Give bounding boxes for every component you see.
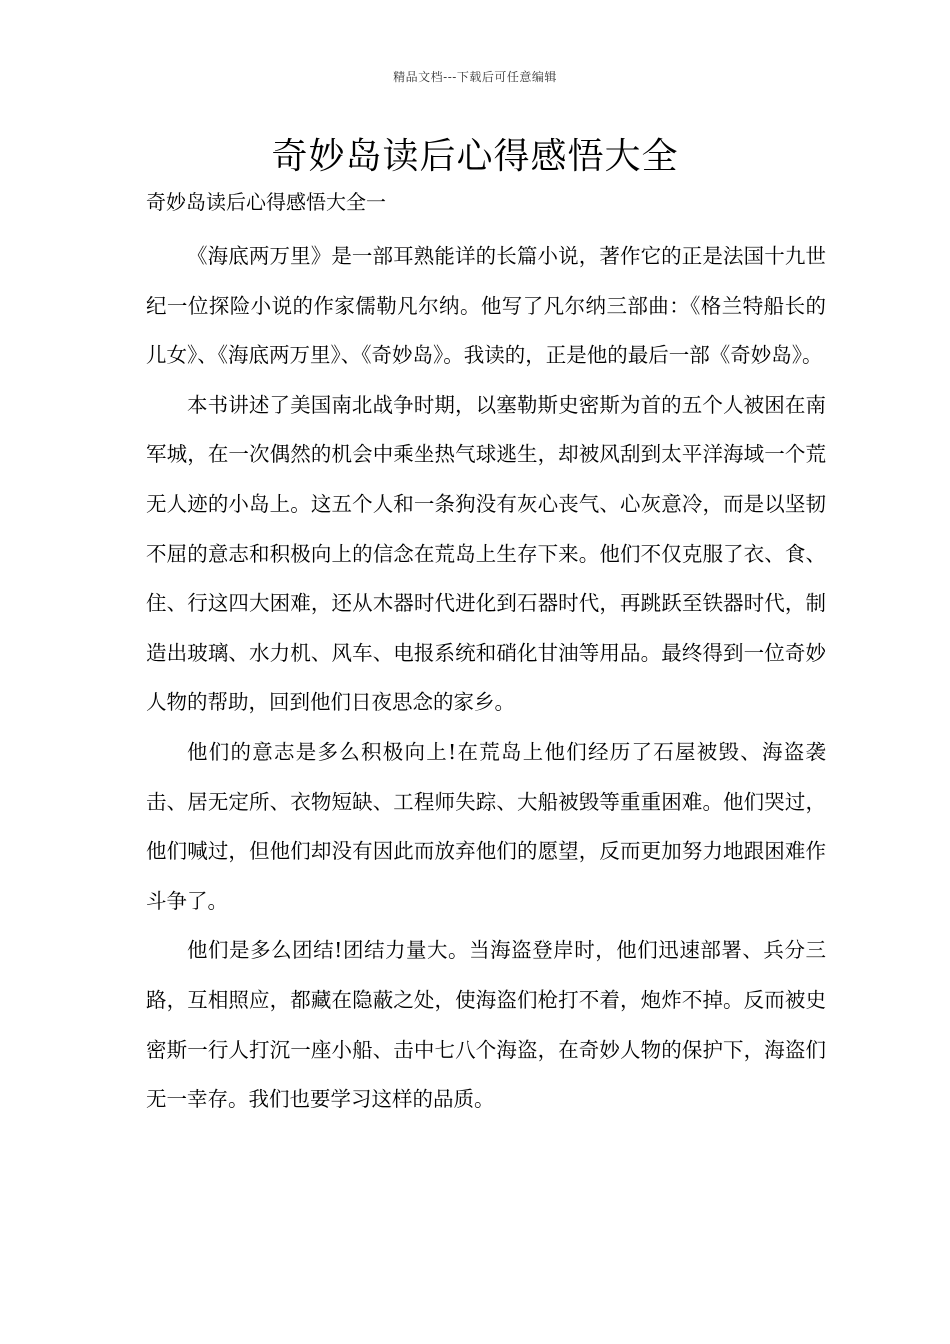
paragraph: 他们的意志是多么积极向上!在荒岛上他们经历了石屋被毁、海盗袭击、居无定所、衣物短缺、工程师失踪、大船被毁等重重困难。他们哭过，他们喊过，但他们却没有因此而放弃他们的愿望，反而更加努力地跟困难作斗争了。 — [146, 739, 826, 913]
header-note: 精品文档---下载后可任意编辑 — [393, 70, 557, 84]
paragraph: 《海底两万里》是一部耳熟能详的长篇小说，著作它的正是法国十九世纪一位探险小说的作家儒勒凡尔纳。他写了凡尔纳三部曲：《格兰特船长的儿女》、《海底两万里》、《奇妙岛》。我读的，正是他的最后一部《奇妙岛》。 — [146, 244, 826, 368]
body-text — [146, 232, 826, 1125]
section-title: 奇妙岛读后心得感悟大全一 — [146, 190, 386, 214]
paragraph: 他们是多么团结!团结力量大。当海盗登岸时，他们迅速部署、兵分三路，互相照应，都藏在隐蔽之处，使海盗们枪打不着，炮炸不掉。反而被史密斯一行人打沉一座小船、击中七八个海盗，在奇妙人物的保护下，海盗们无一幸存。我们也要学习这样的品质。 — [146, 938, 826, 1112]
document-title: 奇妙岛读后心得感悟大全 — [271, 136, 679, 177]
paragraph: 本书讲述了美国南北战争时期，以塞勒斯史密斯为首的五个人被困在南军城，在一次偶然的机会中乘坐热气球逃生，却被风刮到太平洋海域一个荒无人迹的小岛上。这五个人和一条狗没有灰心丧气、心灰意冷，而是以坚韧不屈的意志和积极向上的信念在荒岛上生存下来。他们不仅克服了衣、食、住、行这四大困难，还从木器时代进化到石器时代，再跳跃至铁器时代，制造出玻璃、水力机、风车、电报系统和硝化甘油等用品。最终得到一位奇妙人物的帮助，回到他们日夜思念的家乡。 — [146, 392, 826, 715]
